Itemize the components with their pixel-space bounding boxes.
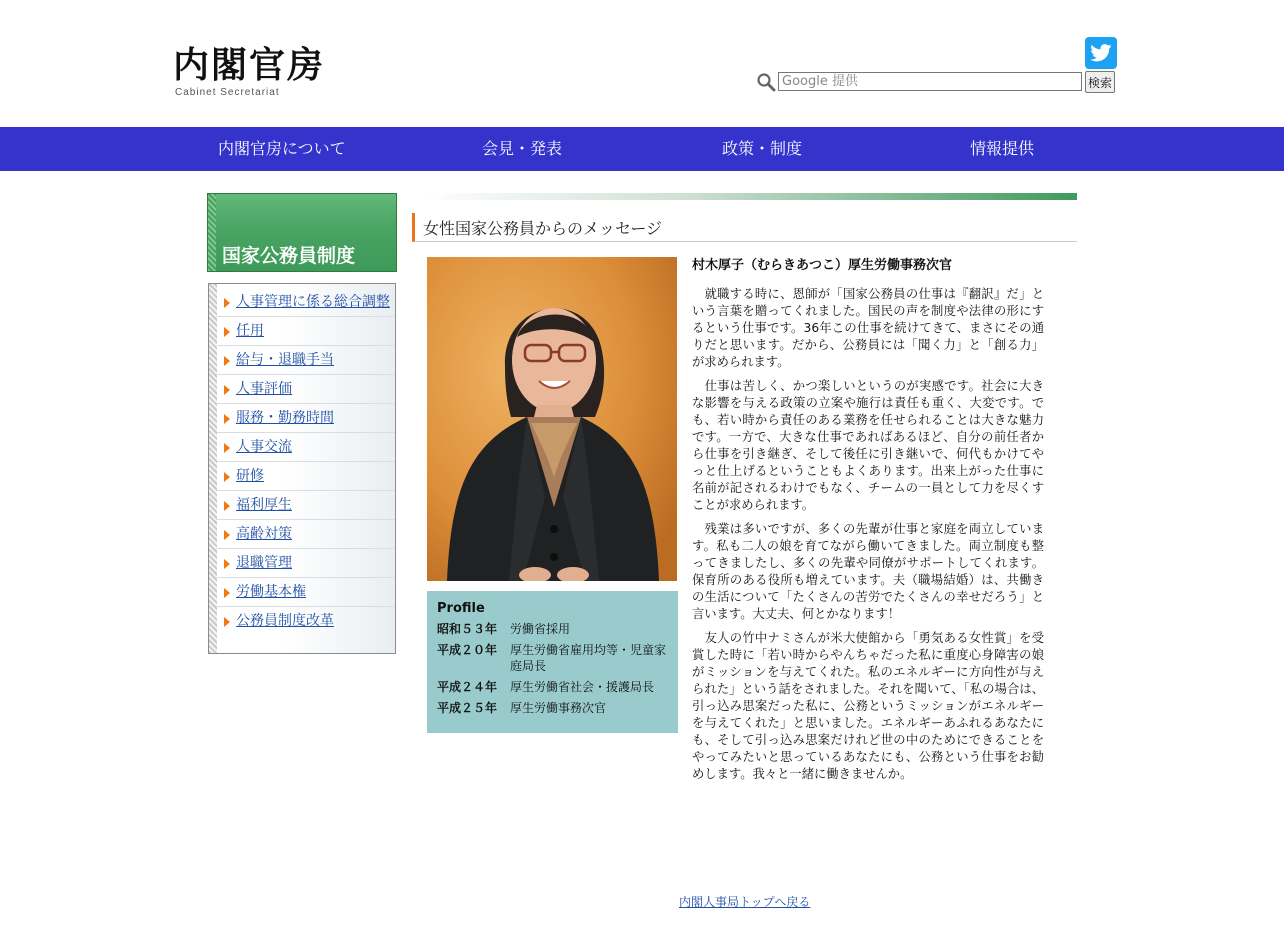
sidebar-item-label[interactable]: 労働基本権 (236, 584, 306, 600)
profile-text: 労働省採用 (510, 622, 571, 636)
message-paragraph: 残業は多いですが、多くの先輩が仕事と家庭を両立しています。私も二人の娘を育てながら働いてきました。両立制度も整ってきましたし、多くの先輩や同僚がサポートしてくれます。保育所のある役所も増えています。夫（職場結婚）は、共働きの生活について「たくさんの苦労でたくさんの幸せだろう」と言います。大丈夫、何とかなります！ (692, 522, 1044, 621)
nav-item-press[interactable]: 会見・発表 (482, 139, 563, 158)
sidebar-item-evaluation[interactable] (217, 375, 395, 404)
arrow-icon (224, 327, 230, 337)
sidebar-item-labor-rights[interactable] (217, 578, 395, 607)
profile-year: 平成２４年 (437, 680, 498, 694)
arrow-icon (224, 530, 230, 540)
sidebar-header (207, 193, 397, 272)
message-paragraph: 仕事は苦しく、かつ楽しいというのが実感です。社会に大きな影響を与える政策の立案や施行は責任も重く、大変です。でも、若い時から責任のある業務を任せられることは大きな魅力です。一方で、大きな仕事であればあるほど、自分の前任者から仕事を引き継ぎ、そして後任に引き継いで、何代もかけてやっと仕上げるということもよくあります。出来上がった仕事に名前が記されるわけでもなく、チームの一員として力を尽くすことが求められます。 (692, 379, 1044, 512)
arrow-icon (224, 588, 230, 598)
profile-title: Profile (437, 601, 485, 616)
arrow-icon (224, 472, 230, 482)
profile-year: 平成２５年 (437, 701, 498, 715)
twitter-button[interactable] (1085, 37, 1117, 69)
sidebar-item-salary[interactable] (217, 346, 395, 375)
message-paragraph: 就職する時に、恩師が「国家公務員の仕事は『翻訳』だ」という言葉を贈ってくれました。国民の声を制度や法律の形にするという仕事です。36年この仕事を続けてきて、まさにその通りだと思います。だから、公務員には「聞く力」と「創る力」が求められます。 (692, 287, 1044, 369)
nav-item-policy[interactable]: 政策・制度 (722, 139, 803, 158)
arrow-icon (224, 501, 230, 511)
author-name: 村木厚子（むらきあつこ）厚生労働事務次官 (692, 258, 953, 273)
sidebar-menu-stripe (209, 284, 217, 653)
portrait-photo (427, 257, 677, 581)
arrow-icon (224, 559, 230, 569)
back-to-top-link[interactable]: 内閣人事局トップへ戻る (679, 895, 811, 909)
profile-year: 平成２０年 (437, 643, 498, 657)
profile-box (427, 591, 678, 733)
sidebar-menu (208, 283, 396, 654)
sidebar-item-retirement[interactable] (217, 549, 395, 578)
sidebar-title: 国家公務員制度 (222, 245, 356, 267)
nav-item-about[interactable]: 内閣官房について (218, 139, 346, 158)
profile-row (437, 642, 678, 674)
twitter-icon (1090, 44, 1112, 62)
sidebar-item-appointment[interactable] (217, 317, 395, 346)
sidebar-item-label[interactable]: 公務員制度改革 (236, 613, 334, 629)
sidebar-item-reform[interactable] (217, 607, 395, 636)
sidebar-item-aging[interactable] (217, 520, 395, 549)
sidebar-item-label[interactable]: 福利厚生 (236, 497, 292, 513)
sidebar-item-label[interactable]: 高齢対策 (236, 526, 292, 542)
main-nav (0, 127, 1284, 171)
sidebar-item-service[interactable] (217, 404, 395, 433)
sidebar-item-welfare[interactable] (217, 491, 395, 520)
message-article (692, 257, 1044, 790)
profile-text: 厚生労働事務次官 (510, 701, 607, 715)
sidebar-item-label[interactable]: 研修 (236, 468, 264, 484)
message-paragraph: 友人の竹中ナミさんが米大使館から「勇気ある女性賞」を受賞した時に「若い時からやんちゃだった私に重度心身障害の娘がミッションを与えてくれた。私のエネルギーに方向性が与えられた」という話をされました。それを聞いて、「私の場合は、引っ込み思案だった私に、公務というミッションがエネルギーを与えてくれた」と思いました。エネルギーあふれるあなたにも、そして引っ込み思案だけれど世の中のためにできることをやってみたいと思っているあなたにも、公務という仕事をお勧めします。我々と一緒に働きませんか。 (692, 631, 1044, 781)
logo-title: 内閣官房 (173, 44, 326, 86)
sidebar-item-coordination[interactable] (217, 288, 395, 317)
profile-row (437, 679, 678, 695)
sidebar-item-label[interactable]: 人事交流 (236, 439, 292, 455)
arrow-icon (224, 298, 230, 308)
title-decoration-bar (421, 193, 1077, 200)
site-logo[interactable] (173, 46, 325, 98)
arrow-icon (224, 385, 230, 395)
arrow-icon (224, 414, 230, 424)
search-input[interactable] (778, 72, 1082, 91)
sidebar-item-training[interactable] (217, 462, 395, 491)
sidebar-item-label[interactable]: 任用 (236, 323, 264, 339)
arrow-icon (224, 443, 230, 453)
search-button[interactable]: 検索 (1085, 71, 1115, 93)
logo-subtitle: Cabinet Secretariat (175, 87, 280, 98)
sidebar-header-stripe (208, 194, 216, 271)
page-title-block (412, 213, 1077, 242)
profile-text: 厚生労働省雇用均等・児童家庭局長 (510, 643, 667, 673)
arrow-icon (224, 356, 230, 366)
search-icon (756, 72, 776, 92)
nav-item-info[interactable]: 情報提供 (970, 139, 1035, 158)
sidebar-item-exchange[interactable] (217, 433, 395, 462)
profile-year: 昭和５３年 (437, 622, 498, 636)
profile-text: 厚生労働省社会・援護局長 (510, 680, 655, 694)
sidebar-item-label[interactable]: 服務・勤務時間 (236, 410, 334, 426)
sidebar-item-label[interactable]: 退職管理 (236, 555, 292, 571)
sidebar-item-label[interactable]: 人事評価 (236, 381, 292, 397)
sidebar-item-label[interactable]: 給与・退職手当 (236, 352, 334, 368)
profile-row (437, 700, 678, 716)
sidebar-item-label[interactable]: 人事管理に係る総合調整 (236, 294, 390, 310)
page-title: 女性国家公務員からのメッセージ (423, 219, 663, 238)
arrow-icon (224, 617, 230, 627)
profile-row (437, 621, 678, 637)
